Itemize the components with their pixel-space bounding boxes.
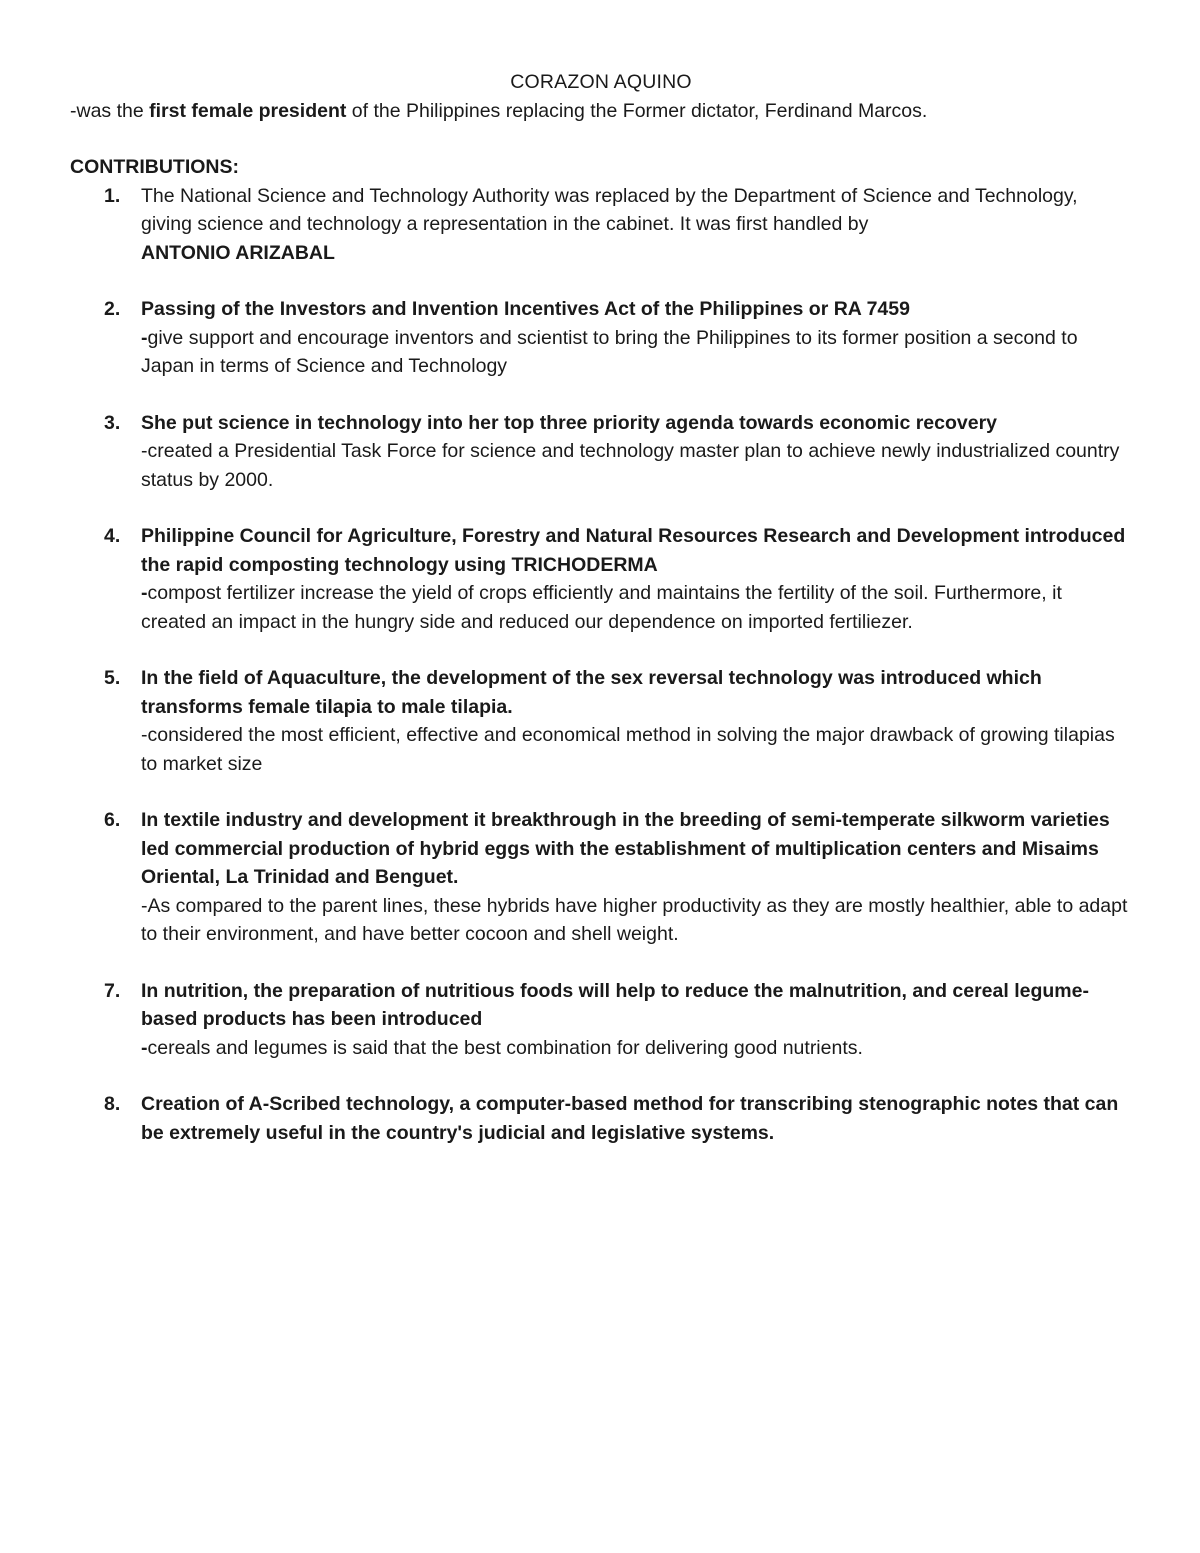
list-item [70,522,1132,636]
contributions-list [70,182,1132,1148]
item-description-text: cereals and legumes is said that the best combination for delivering good nutrients. [147,1036,863,1059]
item-number: 8. [104,1093,121,1115]
intro-prefix: -was the [70,99,150,122]
item-description: -created a Presidential Task Force for science and technology master plan to achieve newly industrialized country status by 2000. [141,440,1120,491]
item-description: -As compared to the parent lines, these hybrids have higher productivity as they are mostly healthier, able to adapt to their environment, and have better cocoon and shell weight. [141,894,1128,945]
list-item [70,977,1132,1063]
list-item [70,409,1132,495]
item-number: 7. [104,979,121,1002]
item-number: 6. [104,809,121,831]
item-description [141,579,1132,636]
item-heading: In textile industry and development it breakthrough in the breeding of semi-temperate silkworm varieties led commercial production of hybrid eggs with the establishment of multiplication centers and Misaims Oriental, La Trinidad and Benguet. [141,809,1110,888]
item-number: 1. [104,184,121,207]
item-number: 5. [104,667,121,689]
item-dash: - [141,326,148,349]
intro-suffix: of the Philippines replacing the Former dictator, Ferdinand Marcos. [346,99,928,122]
intro-paragraph [70,97,1132,126]
item-dash: - [141,1036,148,1059]
item-heading: She put science in technology into her top three priority agenda towards economic recovery [141,411,998,434]
item-number: 4. [104,525,121,547]
item-description [141,324,1132,381]
item-number: 3. [104,411,121,434]
item-heading: In nutrition, the preparation of nutritious foods will help to reduce the malnutrition, and cereal legume-based products has been introduced [141,979,1089,1030]
intro-bold-phrase: first female president [149,99,347,122]
document-page [70,68,1132,1147]
item-bold-name: ANTONIO ARIZABAL [141,241,335,264]
item-description: -considered the most efficient, effective and economical method in solving the major drawback of growing tilapias to market size [141,724,1115,775]
list-item [70,806,1132,949]
list-item [70,664,1132,778]
document-title: CORAZON AQUINO [510,71,692,93]
item-heading: In the field of Aquaculture, the development of the sex reversal technology was introduced which transforms female tilapia to male tilapia. [141,667,1042,718]
item-number: 2. [104,298,121,320]
list-item [70,182,1132,268]
item-description-text: compost fertilizer increase the yield of crops efficiently and maintains the fertility of the soil. Furthermore, it created an impact in the hungry side and reduced our dependence on imported fertiliezer. [141,582,1062,633]
item-dash: - [141,582,148,604]
list-item [70,295,1132,381]
item-heading: Philippine Council for Agriculture, Forestry and Natural Resources Research and Development introduced the rapid composting technology using TRICHODERMA [141,525,1126,576]
item-text: The National Science and Technology Authority was replaced by the Department of Science and Technology, giving science and technology a representation in the cabinet. It was first handled by [141,184,1078,235]
contributions-heading: CONTRIBUTIONS: [70,156,239,178]
item-description-text: give support and encourage inventors and scientist to bring the Philippines to its former position a second to Japan in terms of Science and Technology [141,326,1078,377]
item-heading: Passing of the Investors and Invention Incentives Act of the Philippines or RA 7459 [141,298,910,320]
list-item [70,1090,1132,1147]
item-description [141,1034,1132,1063]
item-heading: Creation of A-Scribed technology, a computer-based method for transcribing stenographic notes that can be extremely useful in the country's judicial and legislative systems. [141,1093,1119,1144]
